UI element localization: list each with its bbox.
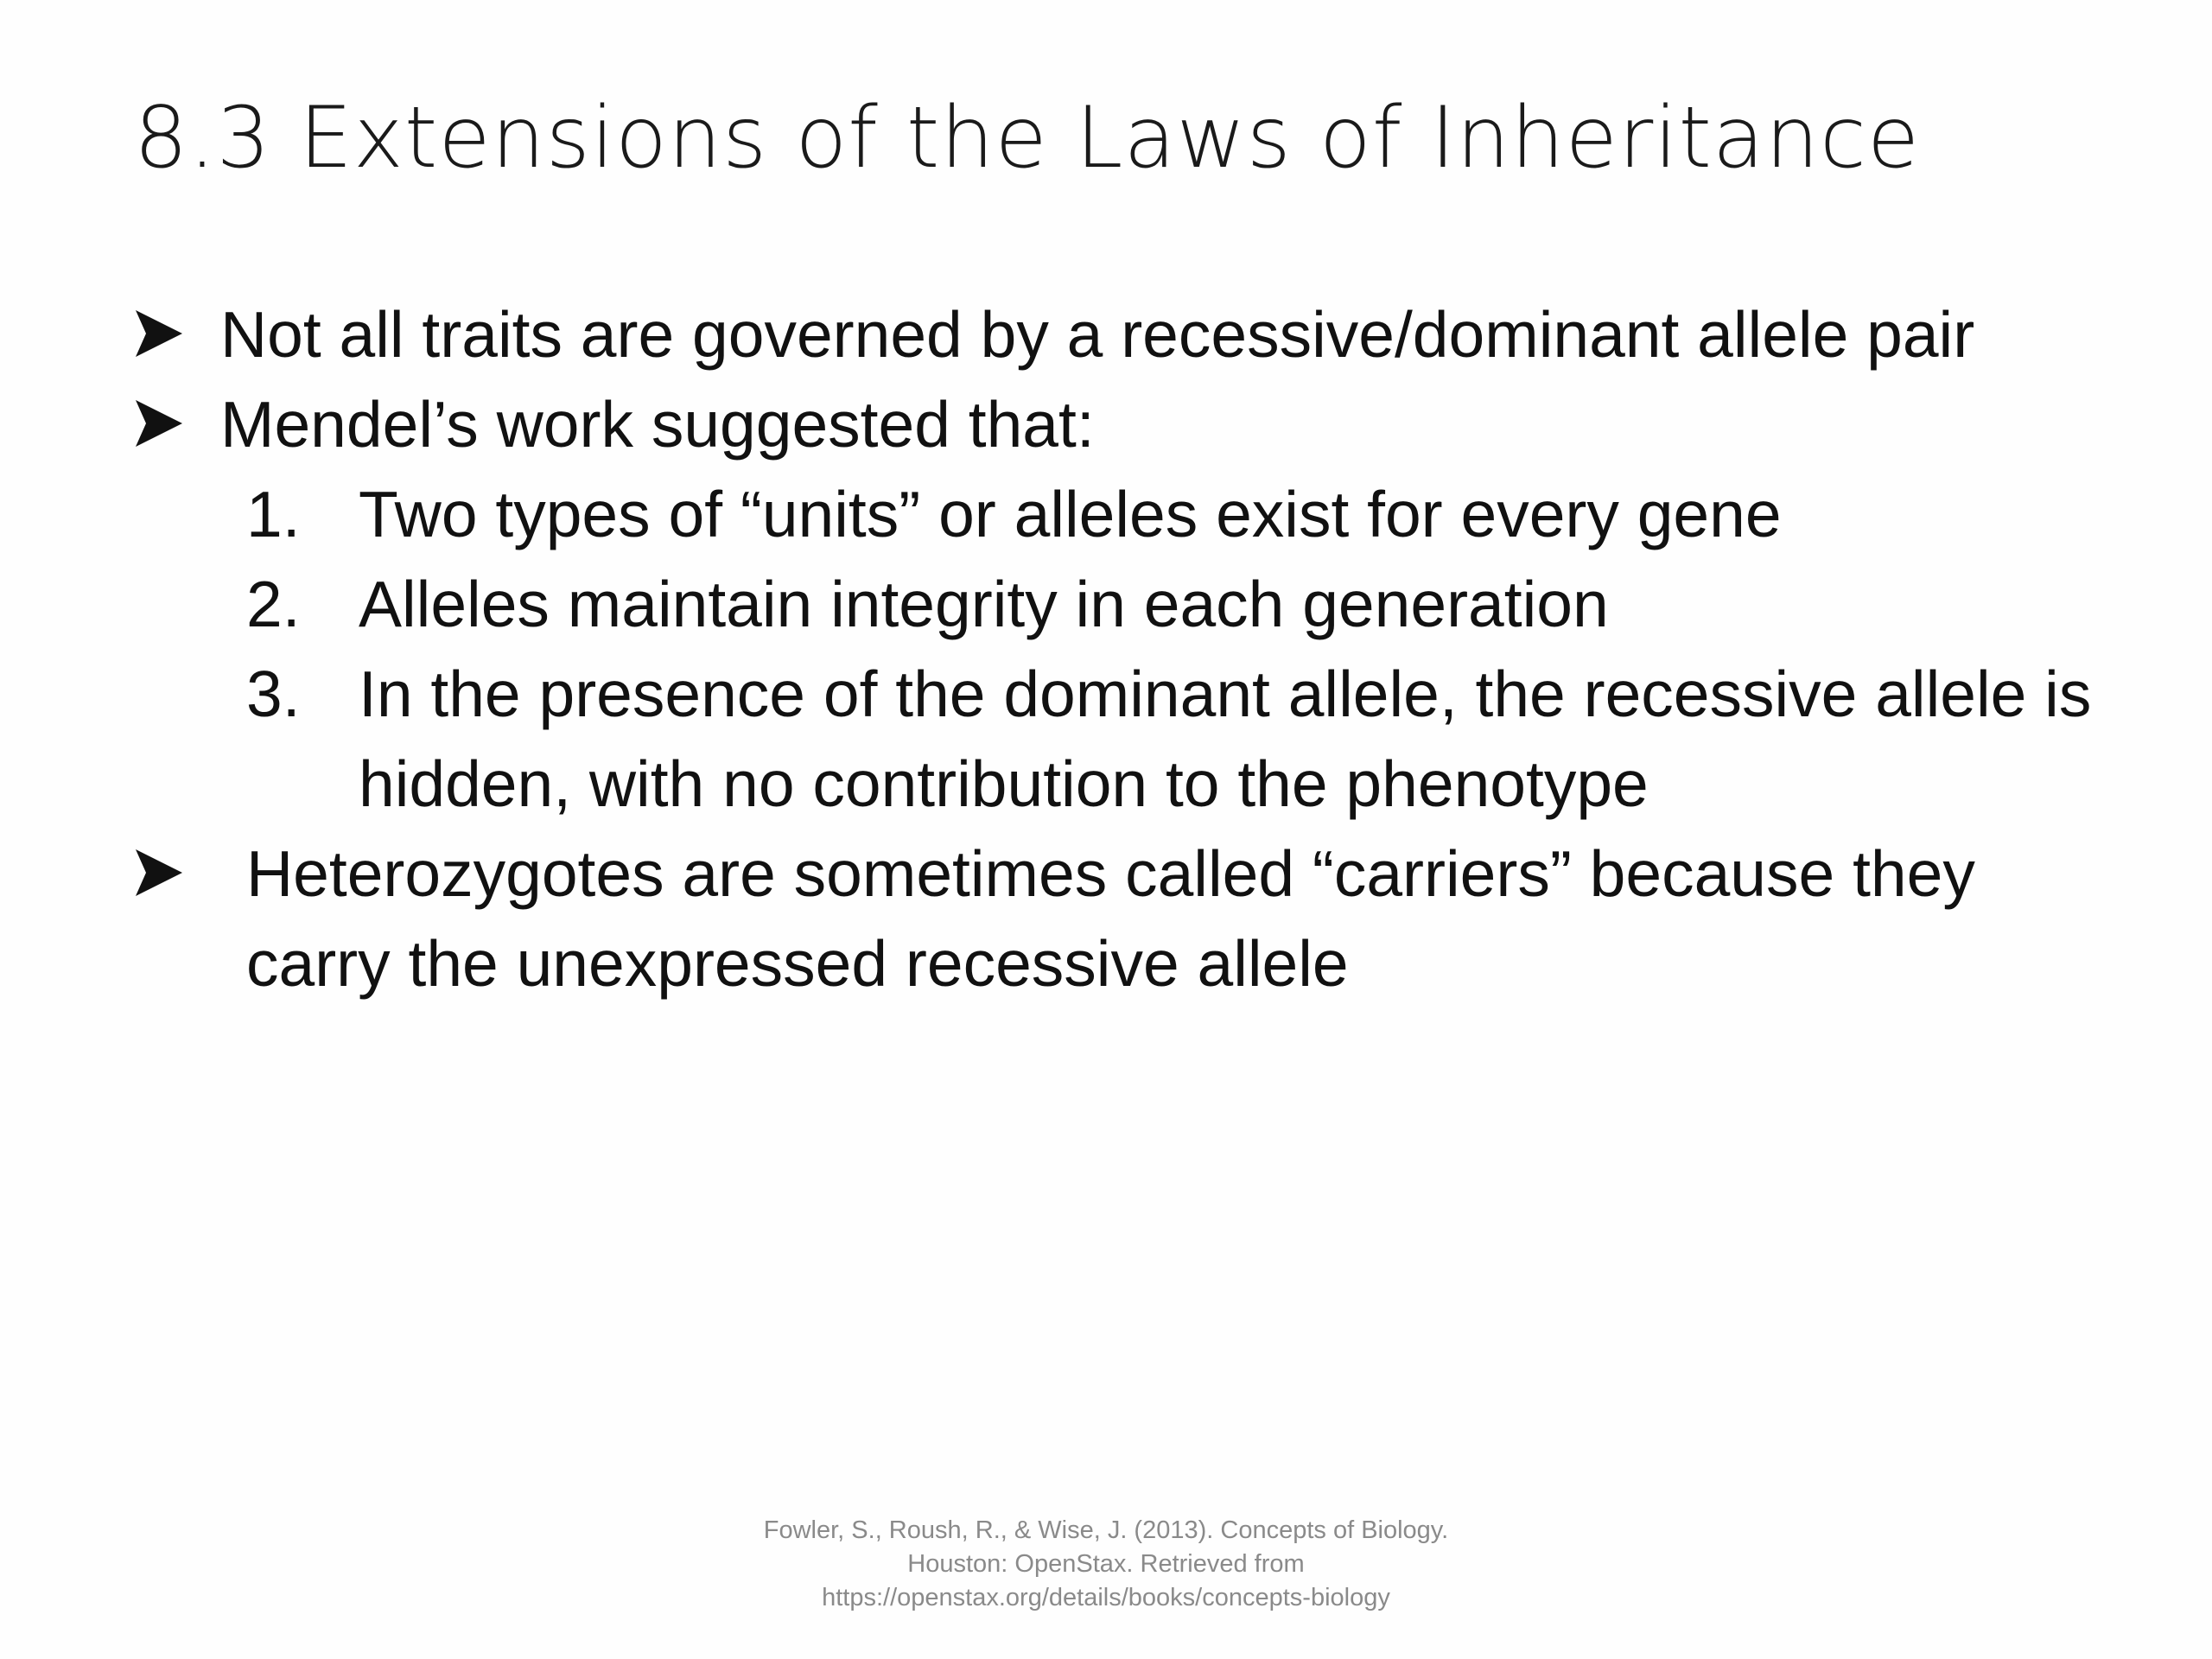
numbered-label: 2. xyxy=(246,568,301,640)
citation-line: Fowler, S., Roush, R., & Wise, J. (2013). Concepts of Biology. xyxy=(763,1516,1449,1544)
bullet-text: Heterozygotes are sometimes called “carriers” because they carry the unexpressed recessive allele xyxy=(246,837,1975,1000)
numbered-list xyxy=(134,469,2113,829)
slide-content xyxy=(134,289,2113,1008)
numbered-item xyxy=(246,559,2113,649)
numbered-text: Two types of “units” or alleles exist for every gene xyxy=(359,478,1782,550)
numbered-text: Alleles maintain integrity in each generation xyxy=(359,568,1609,640)
citation-line: Houston: OpenStax. Retrieved from xyxy=(907,1550,1305,1578)
bullet-item xyxy=(134,379,2113,469)
slide-title: 8.3 Extensions of the Laws of Inheritance xyxy=(134,89,1921,188)
numbered-item xyxy=(246,469,2113,559)
numbered-item xyxy=(246,649,2113,829)
bullet-item xyxy=(134,289,2113,379)
citation-url: https://openstax.org/details/books/concepts-biology xyxy=(822,1584,1390,1611)
bullet-text: Not all traits are governed by a recessive/dominant allele pair xyxy=(220,298,1975,371)
numbered-label: 1. xyxy=(246,478,301,550)
arrowhead-bullet-icon xyxy=(134,848,184,898)
citation xyxy=(0,1514,2212,1615)
arrowhead-bullet-icon xyxy=(134,308,184,359)
numbered-label: 3. xyxy=(246,658,301,730)
arrowhead-bullet-icon xyxy=(134,398,184,448)
bullet-text: Mendel’s work suggested that: xyxy=(220,388,1095,461)
numbered-text: In the presence of the dominant allele, the recessive allele is hidden, with no contribution to the phenotype xyxy=(359,658,2092,820)
bullet-item xyxy=(134,829,2113,1008)
